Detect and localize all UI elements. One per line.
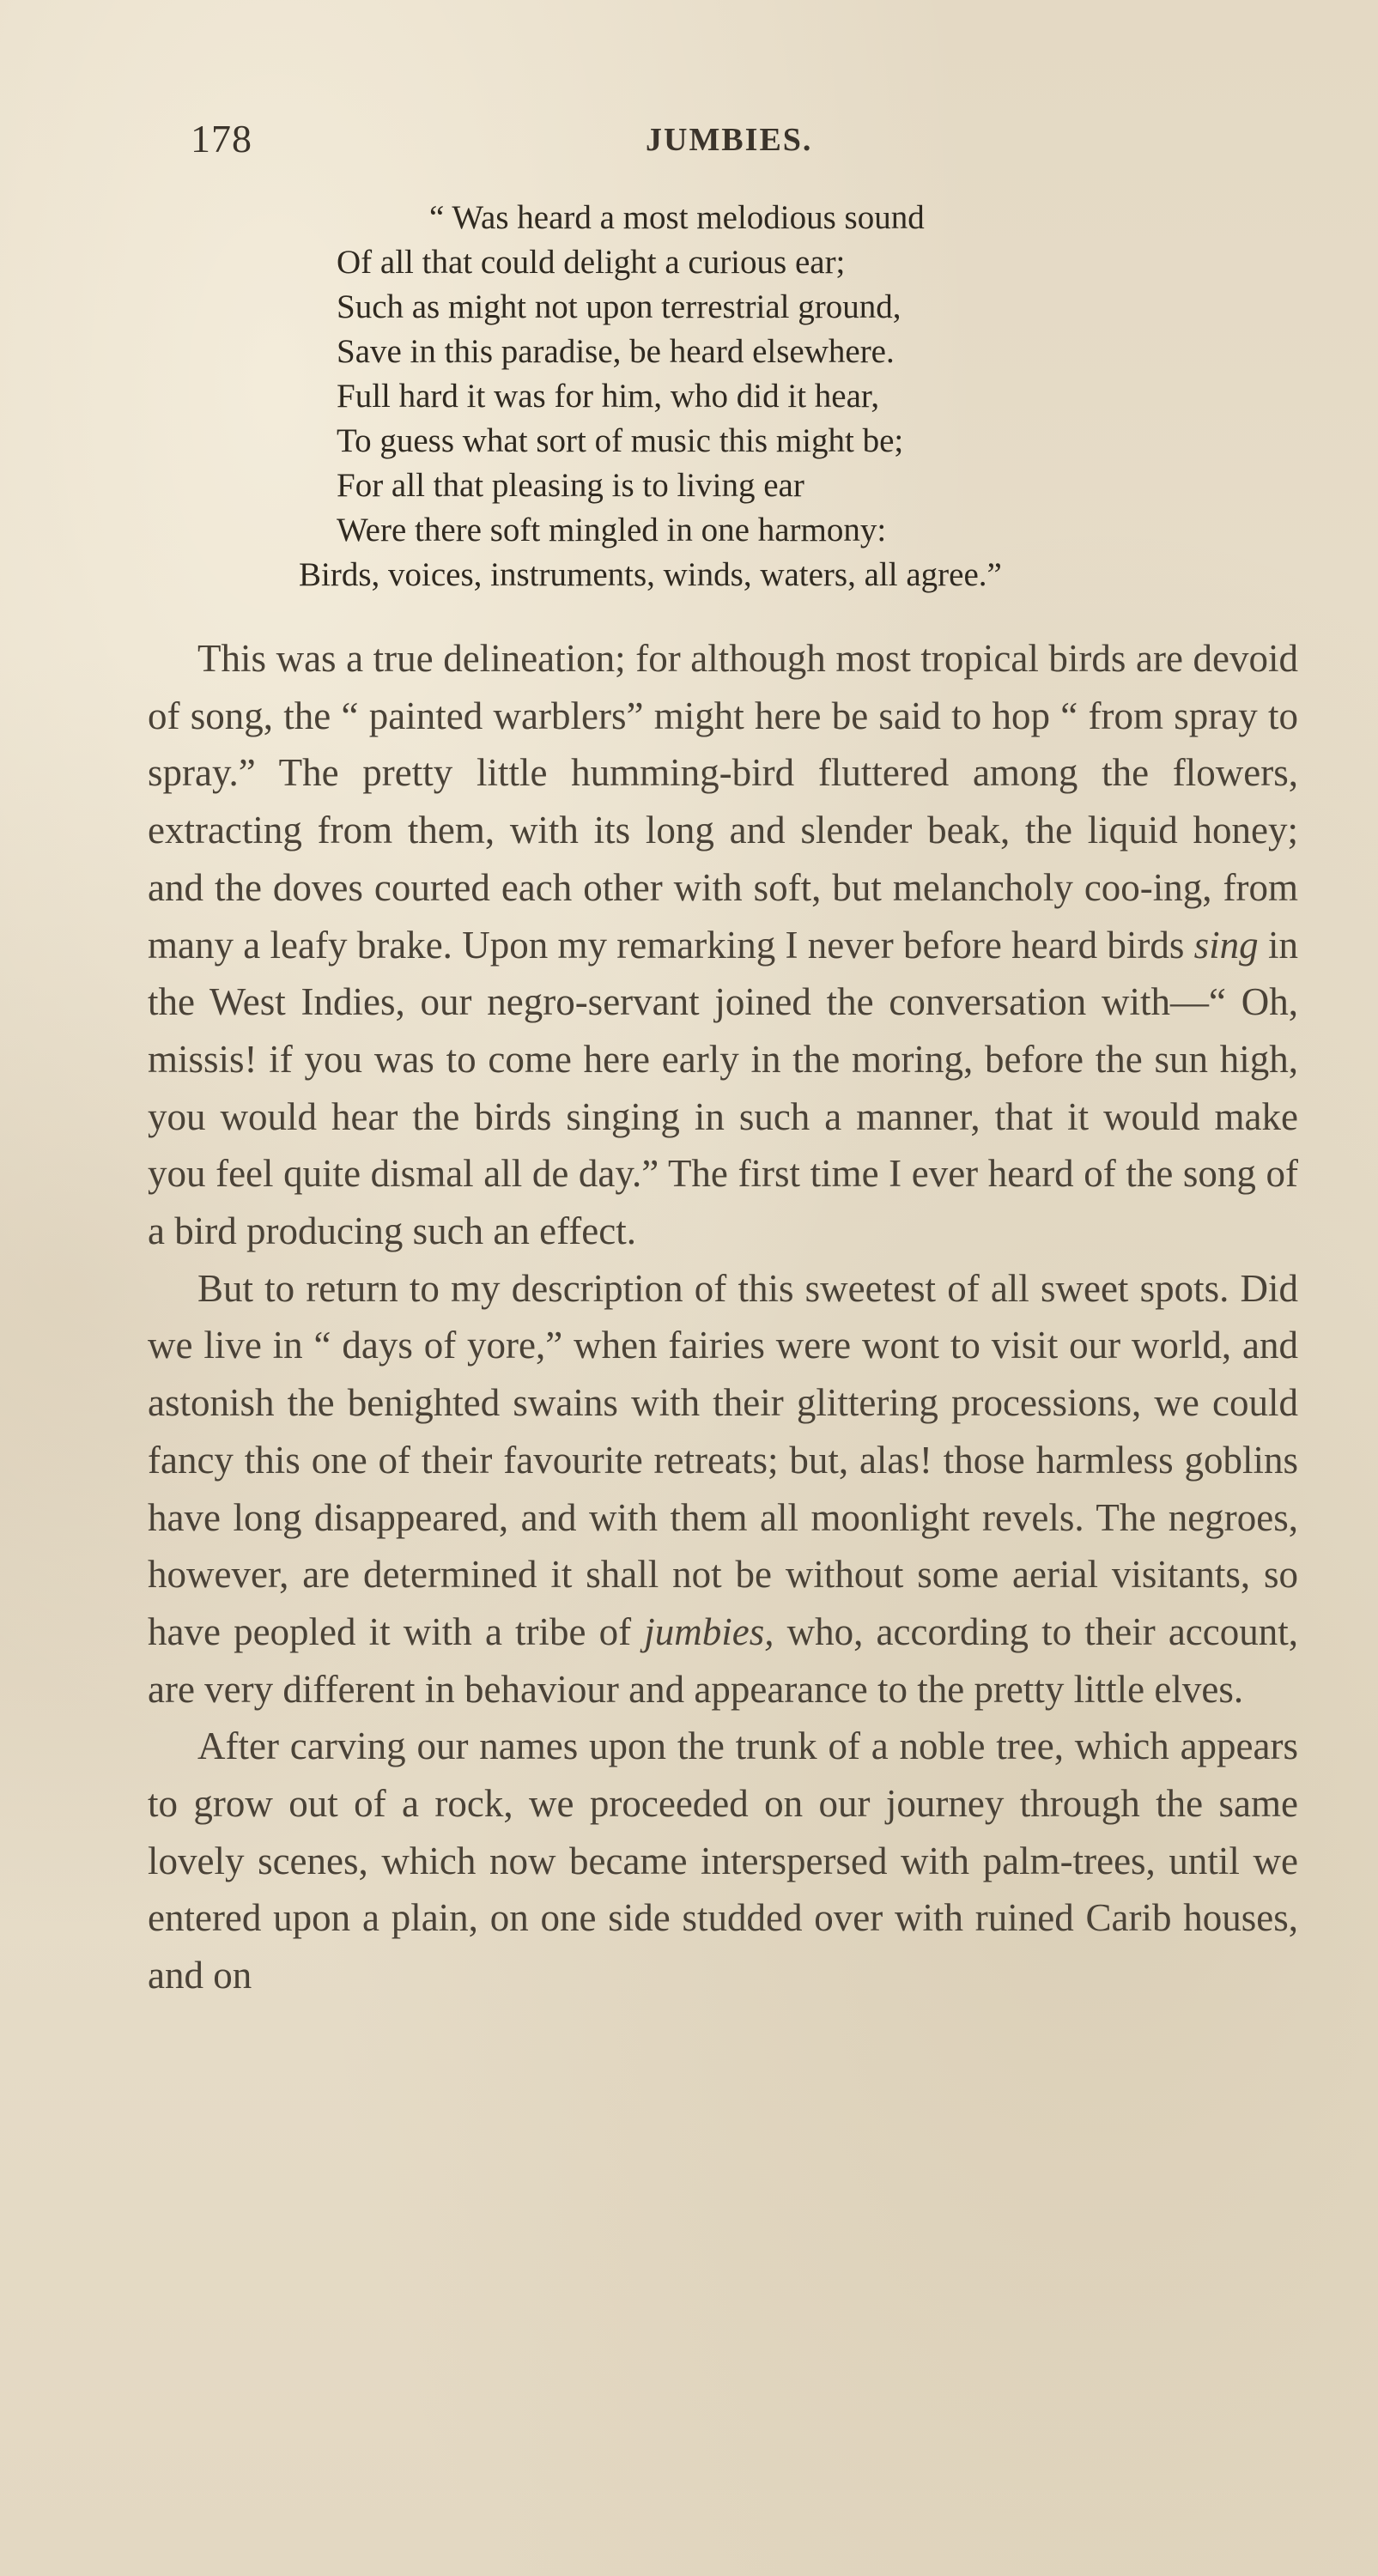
paragraph [148, 1718, 1298, 2004]
poem-line: Save in this paradise, be heard elsewhere. [337, 333, 895, 370]
paragraph-text: This was a true delineation; for although most tropical birds are devoid of song, the “ painted warblers” might here be said to hop “ from spray to spray.” The pretty little humming-bird fluttered among the flowers, extracting from them, with its long and slender beak, the liquid honey; and the doves courted each other with soft, but melancholy coo-ing, from many a leafy brake. Upon my remarking I never before heard birds [148, 637, 1298, 967]
body-text [148, 630, 1298, 2004]
poem-line: Of all that could delight a curious ear; [337, 244, 846, 281]
poem-line: Full hard it was for him, who did it hear, [337, 378, 880, 415]
paragraph-text: After carving our names upon the trunk of a noble tree, which appears to grow out of a rock, we proceeded on our journey through the same lovely scenes, which now became interspersed with palm-trees, until we entered upon a plain, on one side studded over with ruined Carib houses, and on [148, 1724, 1298, 1997]
poem-line: To guess what sort of music this might be; [337, 422, 904, 459]
paragraph-text: who, according to their account, are very different in behaviour and appearance to the pretty little elves. [148, 1609, 1299, 1711]
paragraph-text: But to return to my description of this sweetest of all sweet spots. Did we live in “ days of yore,” when fairies were wont to visit our world, and astonish the benighted swains with their glittering processions, we could fancy this one of their favourite retreats; but, alas! those harmless goblins have long disappeared, and with them all moonlight revels. The negroes, however, are determined it shall not be without some aerial visitants, so have peopled it with a tribe of [148, 1266, 1298, 1653]
paragraph [148, 1260, 1298, 1718]
poem-line: “ Was heard a most melodious sound [429, 199, 925, 236]
poem-quotation [292, 196, 1150, 597]
page-number: 178 [191, 117, 252, 161]
running-head: JUMBIES. [646, 122, 813, 158]
italic-word: jumbies, [644, 1609, 774, 1653]
poem-line: Birds, voices, instruments, winds, waters, all agree.” [299, 556, 1002, 593]
paragraph [148, 630, 1298, 1260]
poem-line: Such as might not upon terrestrial ground, [337, 288, 901, 325]
paragraph-text: in the West Indies, our negro-servant joined the conversation with—“ Oh, missis! if you was to come here early in the moring, before the sun high, you would hear the birds singing in such a manner, that it would make you feel quite dismal all de day.” The first time I ever heard of the song of a bird producing such an effect. [148, 923, 1298, 1253]
poem-line: For all that pleasing is to living ear [337, 467, 804, 504]
italic-word: sing [1193, 923, 1259, 967]
page-header [191, 116, 1298, 167]
poem-line: Were there soft mingled in one harmony: [337, 512, 887, 549]
